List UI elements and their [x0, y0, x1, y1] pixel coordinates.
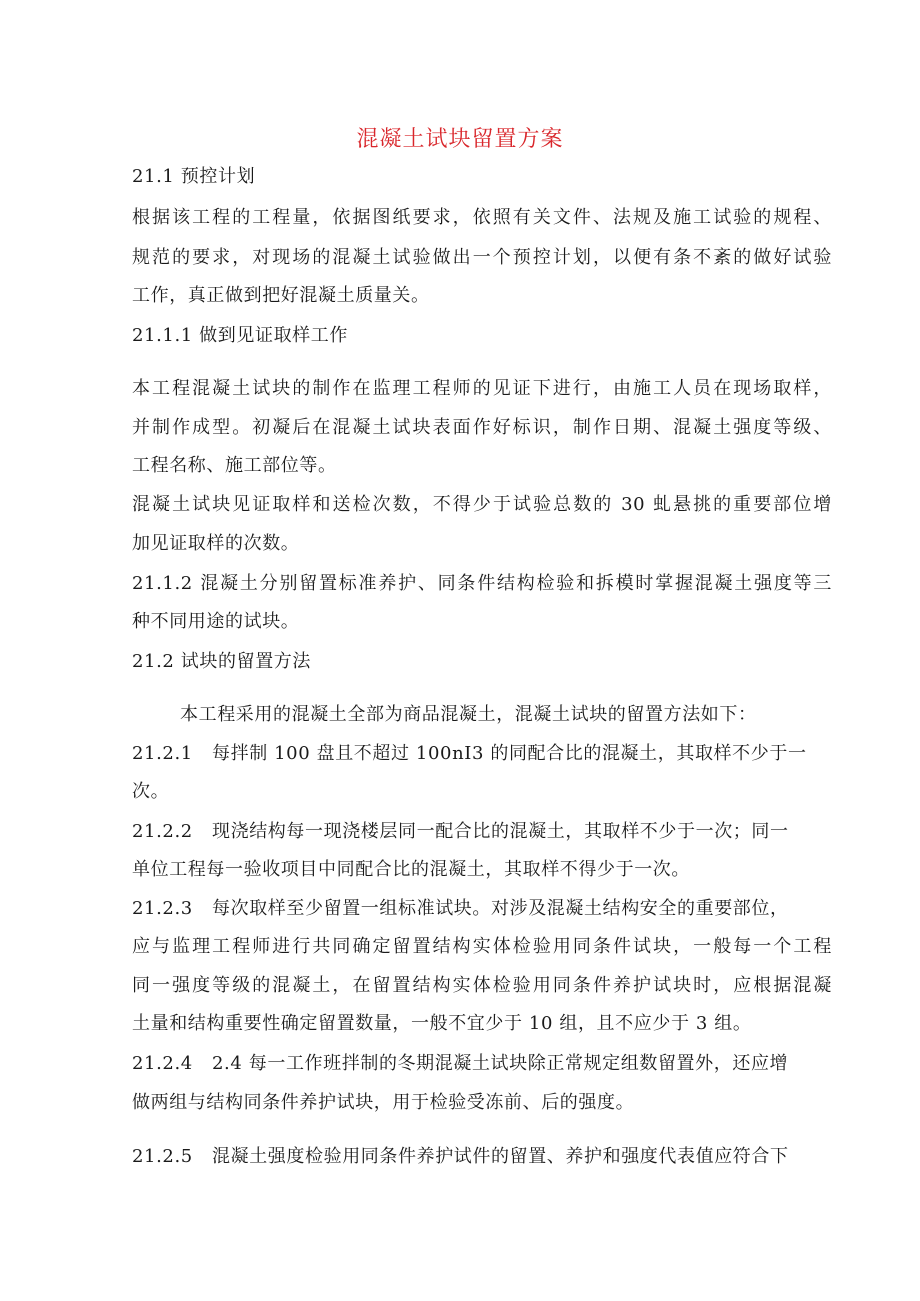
document-title: 混凝土试块留置方案	[356, 127, 564, 152]
item-number: 21.2.5	[132, 1146, 193, 1167]
list-item-21-2-4	[132, 1053, 832, 1075]
paragraph-line: 本工程混凝土试块的制作在监理工程师的见证下进行，由施工人员在现场取样，	[132, 378, 832, 399]
paragraph-line: 21.1.2 混凝土分别留置标准养护、同条件结构检验和拆模时掌握混凝土强度等三	[132, 573, 832, 594]
section-heading-21-2: 21.2 试块的留置方法	[132, 651, 311, 672]
list-item-21-2-1	[132, 743, 832, 765]
paragraph-line: 根据该工程的工程量，依据图纸要求，依照有关文件、法规及施工试验的规程、	[132, 207, 832, 228]
paragraph-line: 做两组与结构同条件养护试块，用于检验受冻前、后的强度。	[132, 1092, 635, 1113]
paragraph-line: 工作，真正做到把好混凝土质量关。	[132, 285, 430, 306]
paragraph-line: 次。	[132, 781, 170, 802]
paragraph-line: 混凝土试块见证取样和送检次数，不得少于试验总数的 30 虬悬挑的重要部位增	[132, 494, 832, 515]
paragraph-line: 土量和结构重要性确定留置数量，一般不宜少于 10 组，且不应少于 3 组。	[132, 1013, 752, 1034]
section-heading-21-1-1: 21.1.1 做到见证取样工作	[132, 325, 348, 346]
item-text: 每拌制 100 盘且不超过 100nI3 的同配合比的混凝土，其取样不少于一	[212, 743, 807, 764]
item-number: 21.2.3	[132, 898, 193, 919]
list-item-21-2-3	[132, 898, 832, 920]
paragraph-line: 应与监理工程师进行共同确定留置结构实体检验用同条件试块，一般每一个工程	[132, 936, 832, 957]
list-item-21-2-2	[132, 821, 832, 843]
paragraph-line: 规范的要求，对现场的混凝土试验做出一个预控计划，以便有条不紊的做好试验	[132, 247, 832, 268]
paragraph-line: 工程名称、施工部位等。	[132, 455, 337, 476]
item-text: 每次取样至少留置一组标准试块。对涉及混凝土结构安全的重要部位，	[212, 898, 789, 919]
item-number: 21.2.4	[132, 1053, 193, 1074]
item-text: 现浇结构每一现浇楼层同一配合比的混凝土，其取样不少于一次；同一	[212, 821, 789, 842]
item-number: 21.2.2	[132, 821, 193, 842]
paragraph-line: 本工程采用的混凝土全部为商品混凝土，混凝土试块的留置方法如下：	[180, 704, 757, 725]
item-number: 21.2.1	[132, 743, 193, 764]
item-text: 混凝土强度检验用同条件养护试件的留置、养护和强度代表值应符合下	[212, 1146, 789, 1167]
paragraph-line: 并制作成型。初凝后在混凝土试块表面作好标识，制作日期、混凝土强度等级、	[132, 417, 832, 438]
list-item-21-2-5	[132, 1146, 832, 1168]
paragraph-line: 单位工程每一验收项目中同配合比的混凝土，其取样不得少于一次。	[132, 859, 690, 880]
paragraph-line: 同一强度等级的混凝土，在留置结构实体检验用同条件养护试块时，应根据混凝	[132, 975, 832, 996]
paragraph-line: 种不同用途的试块。	[132, 611, 300, 632]
section-heading-21-1: 21.1 预控计划	[132, 166, 256, 187]
item-text: 2.4 每一工作班拌制的冬期混凝土试块除正常规定组数留置外，还应增	[212, 1053, 789, 1074]
paragraph-line: 加见证取样的次数。	[132, 533, 300, 554]
